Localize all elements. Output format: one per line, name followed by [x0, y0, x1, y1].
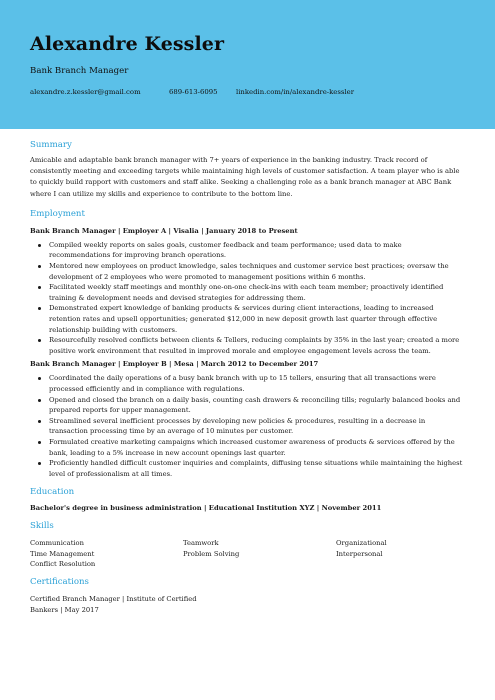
education-entry: Bachelor's degree in business administration | Educational Institution XYZ | November 2011 — [30, 504, 382, 513]
job-bullet: Compiled weekly reports on sales goals, customer feedback and team performance; used data to make recommendations for improving branch operations. — [49, 240, 463, 261]
candidate-name: Alexandre Kessler — [30, 33, 225, 55]
resume-body — [30, 139, 463, 615]
contact-phone[interactable]: 689-613-6095 — [169, 88, 218, 96]
job-bullet: Coordinated the daily operations of a busy bank branch with up to 15 tellers, ensuring that all transactions were processed efficiently and in compliance with regulations. — [49, 373, 463, 394]
certification-line: Bankers | May 2017 — [30, 605, 99, 614]
job-entry — [30, 359, 463, 479]
certification-line: Certified Branch Manager | Institute of Certified — [30, 595, 197, 604]
summary-text: Amicable and adaptable bank branch manager with 7+ years of experience in the banking industry. Track record of consistently meeting and exceeding targets while maintaining high levels of customer satisfaction. A team player who is able to quickly build rapport with customers and staff alike. Seeking a challenging role as a bank branch manager at ABC Bank where I can utilize my skills and experience to contribute to the bottom line. — [30, 156, 460, 198]
job-bullets — [30, 240, 463, 357]
job-bullet: Resourcefully resolved conflicts between clients & Tellers, reducing complaints by 35% in the last year; created a more positive work environment that resulted in improved morale and employee engagement levels across the team. — [49, 335, 463, 356]
job-bullet: Formulated creative marketing campaigns which increased customer awareness of products & services offered by the bank, leading to a 5% increase in new account openings last quarter. — [49, 437, 463, 458]
summary-section — [30, 139, 463, 200]
job-heading: Bank Branch Manager | Employer B | Mesa | March 2012 to December 2017 — [30, 360, 319, 369]
job-bullet: Streamlined several inefficient processes by developing new policies & procedures, resulting in a decrease in transaction processing time by an average of 10 minutes per customer. — [49, 416, 463, 437]
skills-section — [30, 520, 463, 570]
skill-item: Teamwork — [183, 539, 219, 548]
skill-item: Interpersonal — [336, 549, 383, 558]
education-heading: Education — [30, 487, 75, 498]
employment-heading: Employment — [30, 208, 85, 219]
skills-heading: Skills — [30, 521, 54, 532]
skill-item: Problem Solving — [183, 549, 240, 558]
skill-item: Time Management — [30, 549, 95, 558]
job-bullet: Proficiently handled difficult customer inquiries and complaints, diffusing tense situations while maintaining the highest level of professionalism at all times. — [49, 459, 463, 478]
certifications-heading: Certifications — [30, 577, 89, 588]
summary-heading: Summary — [30, 140, 72, 150]
job-entry — [30, 226, 463, 357]
skill-item: Conflict Resolution — [30, 560, 96, 569]
education-section — [30, 486, 463, 514]
employment-section — [30, 208, 463, 479]
job-heading: Bank Branch Manager | Employer A | Visalia | January 2018 to Present — [30, 226, 298, 235]
job-bullet: Opened and closed the branch on a daily basis, counting cash drawers & reconciling tills; regularly balanced books and prepared reports for upper management. — [49, 395, 463, 416]
skill-item: Organizational — [336, 539, 387, 548]
skill-item: Communication — [30, 539, 84, 548]
job-bullet: Demonstrated expert knowledge of banking products & services during client interactions, leading to increased retention rates and upsell opportunities; generated $12,000 in new deposit growth last quarter through effective relationship building with customers. — [49, 303, 463, 335]
job-bullets — [30, 373, 463, 479]
skills-list — [30, 538, 463, 570]
resume-header — [0, 0, 495, 129]
certifications-section — [30, 576, 463, 615]
contact-email[interactable]: alexandre.z.kessler@gmail.com — [30, 88, 141, 96]
job-bullet: Mentored new employees on product knowledge, sales techniques and customer service best practices; oversaw the development of 2 employees who were promoted to management positions within 6 months. — [49, 261, 463, 282]
candidate-role: Bank Branch Manager — [30, 66, 129, 76]
contact-linkedin[interactable]: linkedin.com/in/alexandre-kessler — [236, 88, 355, 96]
job-bullet: Facilitated weekly staff meetings and monthly one-on-one check-ins with each team member; proactively identified training & development needs and devised strategies for addressing them. — [49, 282, 463, 303]
